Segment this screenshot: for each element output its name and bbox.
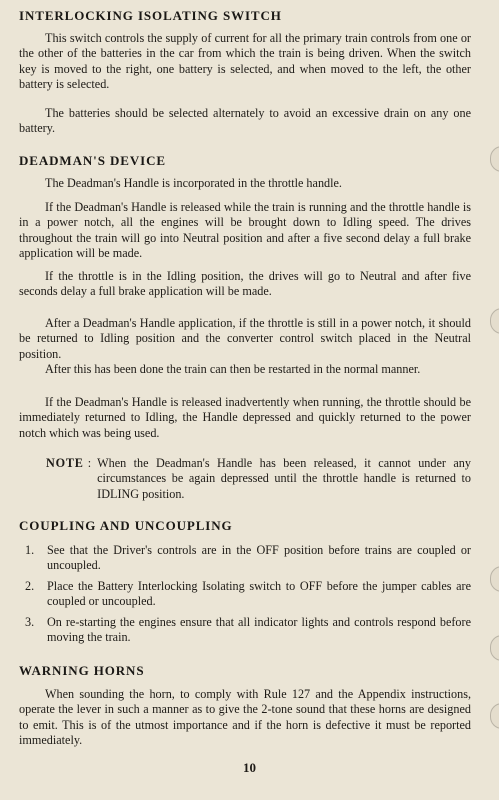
list-item bbox=[25, 615, 471, 646]
paragraph: This switch controls the supply of current for all the primary train controls from one or the other of the batteries in the car from which the train is being driven. When the switch key is moved to the right, one battery is selected, and when moved to the left, the other battery is selected. bbox=[19, 31, 471, 91]
binding-hole bbox=[490, 635, 499, 661]
note-label: NOTE bbox=[46, 456, 84, 470]
note-block bbox=[46, 456, 471, 502]
note-separator: : bbox=[87, 456, 92, 470]
paragraph: When sounding the horn, to comply with Rule 127 and the Appendix instructions, operate the lever in such a manner as to give the 2-tone sound that these horns are designed to emit. This is of the utmost importance and if the horn is defective it must be reported immediately. bbox=[19, 687, 471, 747]
heading-warning-horns: WARNING HORNS bbox=[19, 663, 145, 678]
heading-interlocking-isolating-switch: INTERLOCKING ISOLATING SWITCH bbox=[19, 8, 282, 23]
paragraph: After a Deadman's Handle application, if the throttle is still in a power notch, it should be returned to Idling position and the converter control switch placed in the Neutral position. bbox=[19, 316, 471, 361]
page-number: 10 bbox=[243, 760, 256, 775]
binding-hole bbox=[490, 146, 499, 172]
list-item bbox=[25, 579, 471, 610]
note-text: When the Deadman's Handle has been released, it cannot under any circumstances be again depressed until the throttle handle is returned to IDLING position. bbox=[97, 456, 471, 501]
paragraph: If the Deadman's Handle is released while the train is running and the throttle handle is in a power notch, all the engines will be brought down to Idling speed. The drives throughout the train will go into Neutral position and after a five second delay a full brake application will be made. bbox=[19, 200, 471, 260]
paragraph: After this has been done the train can then be restarted in the normal manner. bbox=[45, 362, 421, 376]
binding-hole bbox=[490, 703, 499, 729]
list-item-number: 1. bbox=[25, 543, 35, 557]
list-item-text: Place the Battery Interlocking Isolating switch to OFF before the jumper cables are coupled or uncoupled. bbox=[47, 579, 471, 609]
list-item-text: See that the Driver's controls are in the OFF position before trains are coupled or uncoupled. bbox=[47, 543, 471, 573]
list-item-number: 2. bbox=[25, 579, 35, 593]
binding-hole bbox=[490, 308, 499, 334]
heading-coupling-and-uncoupling: COUPLING AND UNCOUPLING bbox=[19, 518, 233, 533]
paragraph: The batteries should be selected alternately to avoid an excessive drain on any one battery. bbox=[19, 106, 471, 136]
paragraph: If the throttle is in the Idling position, the drives will go to Neutral and after five seconds delay a full brake application will be made. bbox=[19, 269, 471, 299]
paragraph: If the Deadman's Handle is released inadvertently when running, the throttle should be immediately returned to Idling, the Handle depressed and quickly returned to the power notch which was being used. bbox=[19, 395, 471, 440]
list-item bbox=[25, 543, 471, 574]
list-item-text: On re-starting the engines ensure that all indicator lights and controls respond before moving the train. bbox=[47, 615, 471, 645]
list-item-number: 3. bbox=[25, 615, 35, 629]
paragraph: The Deadman's Handle is incorporated in the throttle handle. bbox=[45, 176, 342, 190]
heading-deadmans-device: DEADMAN'S DEVICE bbox=[19, 153, 166, 168]
binding-hole bbox=[490, 566, 499, 592]
